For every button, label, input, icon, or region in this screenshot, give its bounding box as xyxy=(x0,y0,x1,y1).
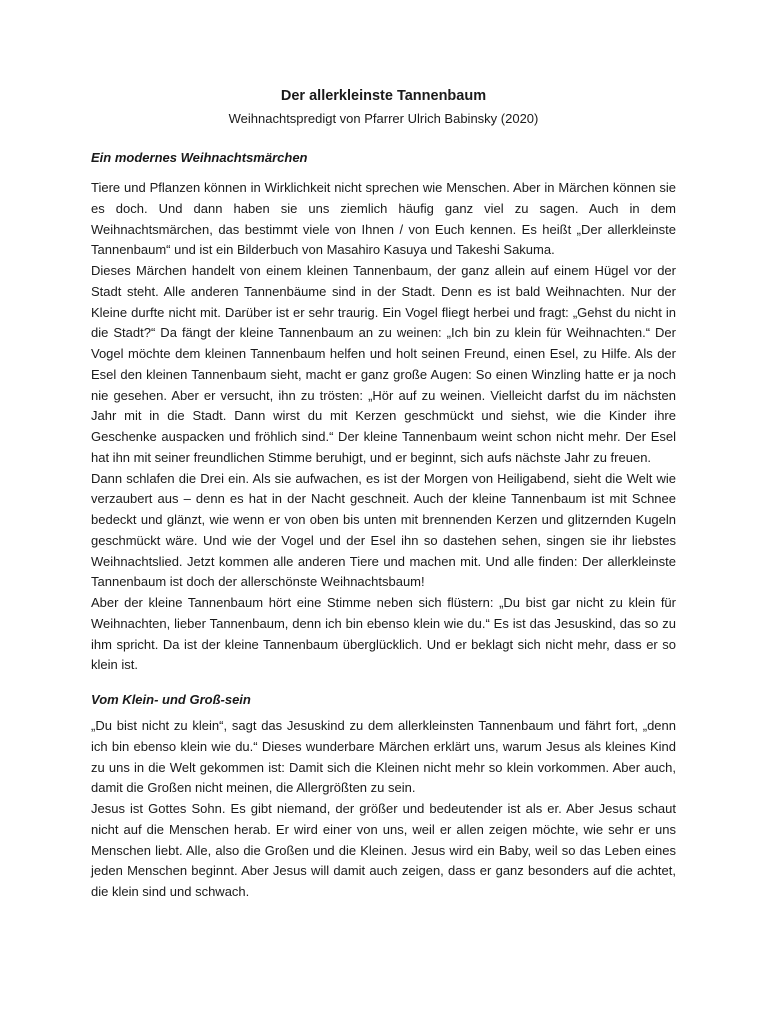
paragraph: Aber der kleine Tannenbaum hört eine Stimme neben sich flüstern: „Du bist gar nicht zu klein für Weihnachten, lieber Tannenbaum, denn ich bin ebenso klein wie du.“ Es ist das Jesuskind, das so zu ihm spricht. Da ist der kleine Tannenbaum überglücklich. Und er beklagt sich nicht mehr, dass er so klein ist. xyxy=(91,595,676,673)
section-body-2 xyxy=(91,716,676,903)
paragraph: Jesus ist Gottes Sohn. Es gibt niemand, der größer und bedeutender ist als er. Aber Jesus schaut nicht auf die Menschen herab. Er wird einer von uns, weil er allen zeigen möchte, wie sehr er uns Menschen liebt. Alle, also die Großen und die Kleinen. Jesus wird ein Baby, weil so das Leben eines jeden Menschen beginnt. Aber Jesus will damit auch zeigen, dass er ganz besonders auf die achtet, die klein sind und schwach. xyxy=(91,801,676,899)
document-title: Der allerkleinste Tannenbaum xyxy=(280,88,487,104)
paragraph: Tiere und Pflanzen können in Wirklichkeit nicht sprechen wie Menschen. Aber in Märchen können sie es doch. Und dann haben sie uns ziemlich häufig ganz viel zu sagen. Auch in dem Weihnachtsmärchen, das bestimmt viele von Ihnen / von Euch kennen. Es heißt „Der allerkleinste Tannenbaum“ und ist ein Bilderbuch von Masahiro Kasuya und Takeshi Sakuma. xyxy=(91,180,676,258)
document-subtitle: Weihnachtspredigt von Pfarrer Ulrich Babinsky (2020) xyxy=(228,111,539,126)
section-heading-1: Ein modernes Weihnachtsmärchen xyxy=(91,150,308,165)
paragraph: Dieses Märchen handelt von einem kleinen Tannenbaum, der ganz allein auf einem Hügel vor der Stadt steht. Alle anderen Tannenbäume sind in der Stadt. Denn es ist bald Weihnachten. Nur der Kleine durfte nicht mit. Darüber ist er sehr traurig. Ein Vogel fliegt herbei und fragt: „Gehst du nicht in die Stadt?“ Da fängt der kleine Tannenbaum an zu weinen: „Ich bin zu klein für Weihnachten.“ Der Vogel möchte dem kleinen Tannenbaum helfen und holt seinen Freund, einen Esel, zu Hilfe. Als der Esel den kleinen Tannenbaum sieht, macht er ganz große Augen: So einen Winzling hatte er ja noch nie gesehen. Aber er versucht, ihn zu trösten: „Hör auf zu weinen. Vielleicht darfst du im nächsten Jahr mit in die Stadt. Dann wirst du mit Kerzen geschmückt und siehst, wie die Kinder ihre Geschenke auspacken und fröhlich sind.“ Der kleine Tannenbaum weint schon nicht mehr. Der Esel hat ihn mit seiner freundlichen Stimme beruhigt, und er beginnt, sich aufs nächste Jahr zu freuen. xyxy=(91,263,676,465)
section-heading-2: Vom Klein- und Groß-sein xyxy=(91,692,251,707)
paragraph: „Du bist nicht zu klein“, sagt das Jesuskind zu dem allerkleinsten Tannenbaum und fährt fort, „denn ich bin ebenso klein wie du.“ Dieses wunderbare Märchen erklärt uns, warum Jesus als kleines Kind zu uns in die Welt gekommen ist: Damit sich die Kleinen nicht mehr so klein vorkommen. Aber auch, damit die Großen nicht meinen, die Allergrößten zu sein. xyxy=(91,718,676,796)
paragraph: Dann schlafen die Drei ein. Als sie aufwachen, es ist der Morgen von Heiligabend, sieht die Welt wie verzaubert aus – denn es hat in der Nacht geschneit. Auch der kleine Tannenbaum ist mit Schnee bedeckt und glänzt, wie wenn er von oben bis unten mit brennenden Kerzen und glitzernden Kugeln geschmückt wäre. Und wie der Vogel und der Esel ihn so dastehen sehen, singen sie ihr liebstes Weihnachtslied. Jetzt kommen alle anderen Tiere und machen mit. Und alle finden: Der allerkleinste Tannenbaum ist doch der allerschönste Weihnachtsbaum! xyxy=(91,470,676,590)
section-body-1 xyxy=(91,178,676,676)
document-page xyxy=(91,82,676,903)
